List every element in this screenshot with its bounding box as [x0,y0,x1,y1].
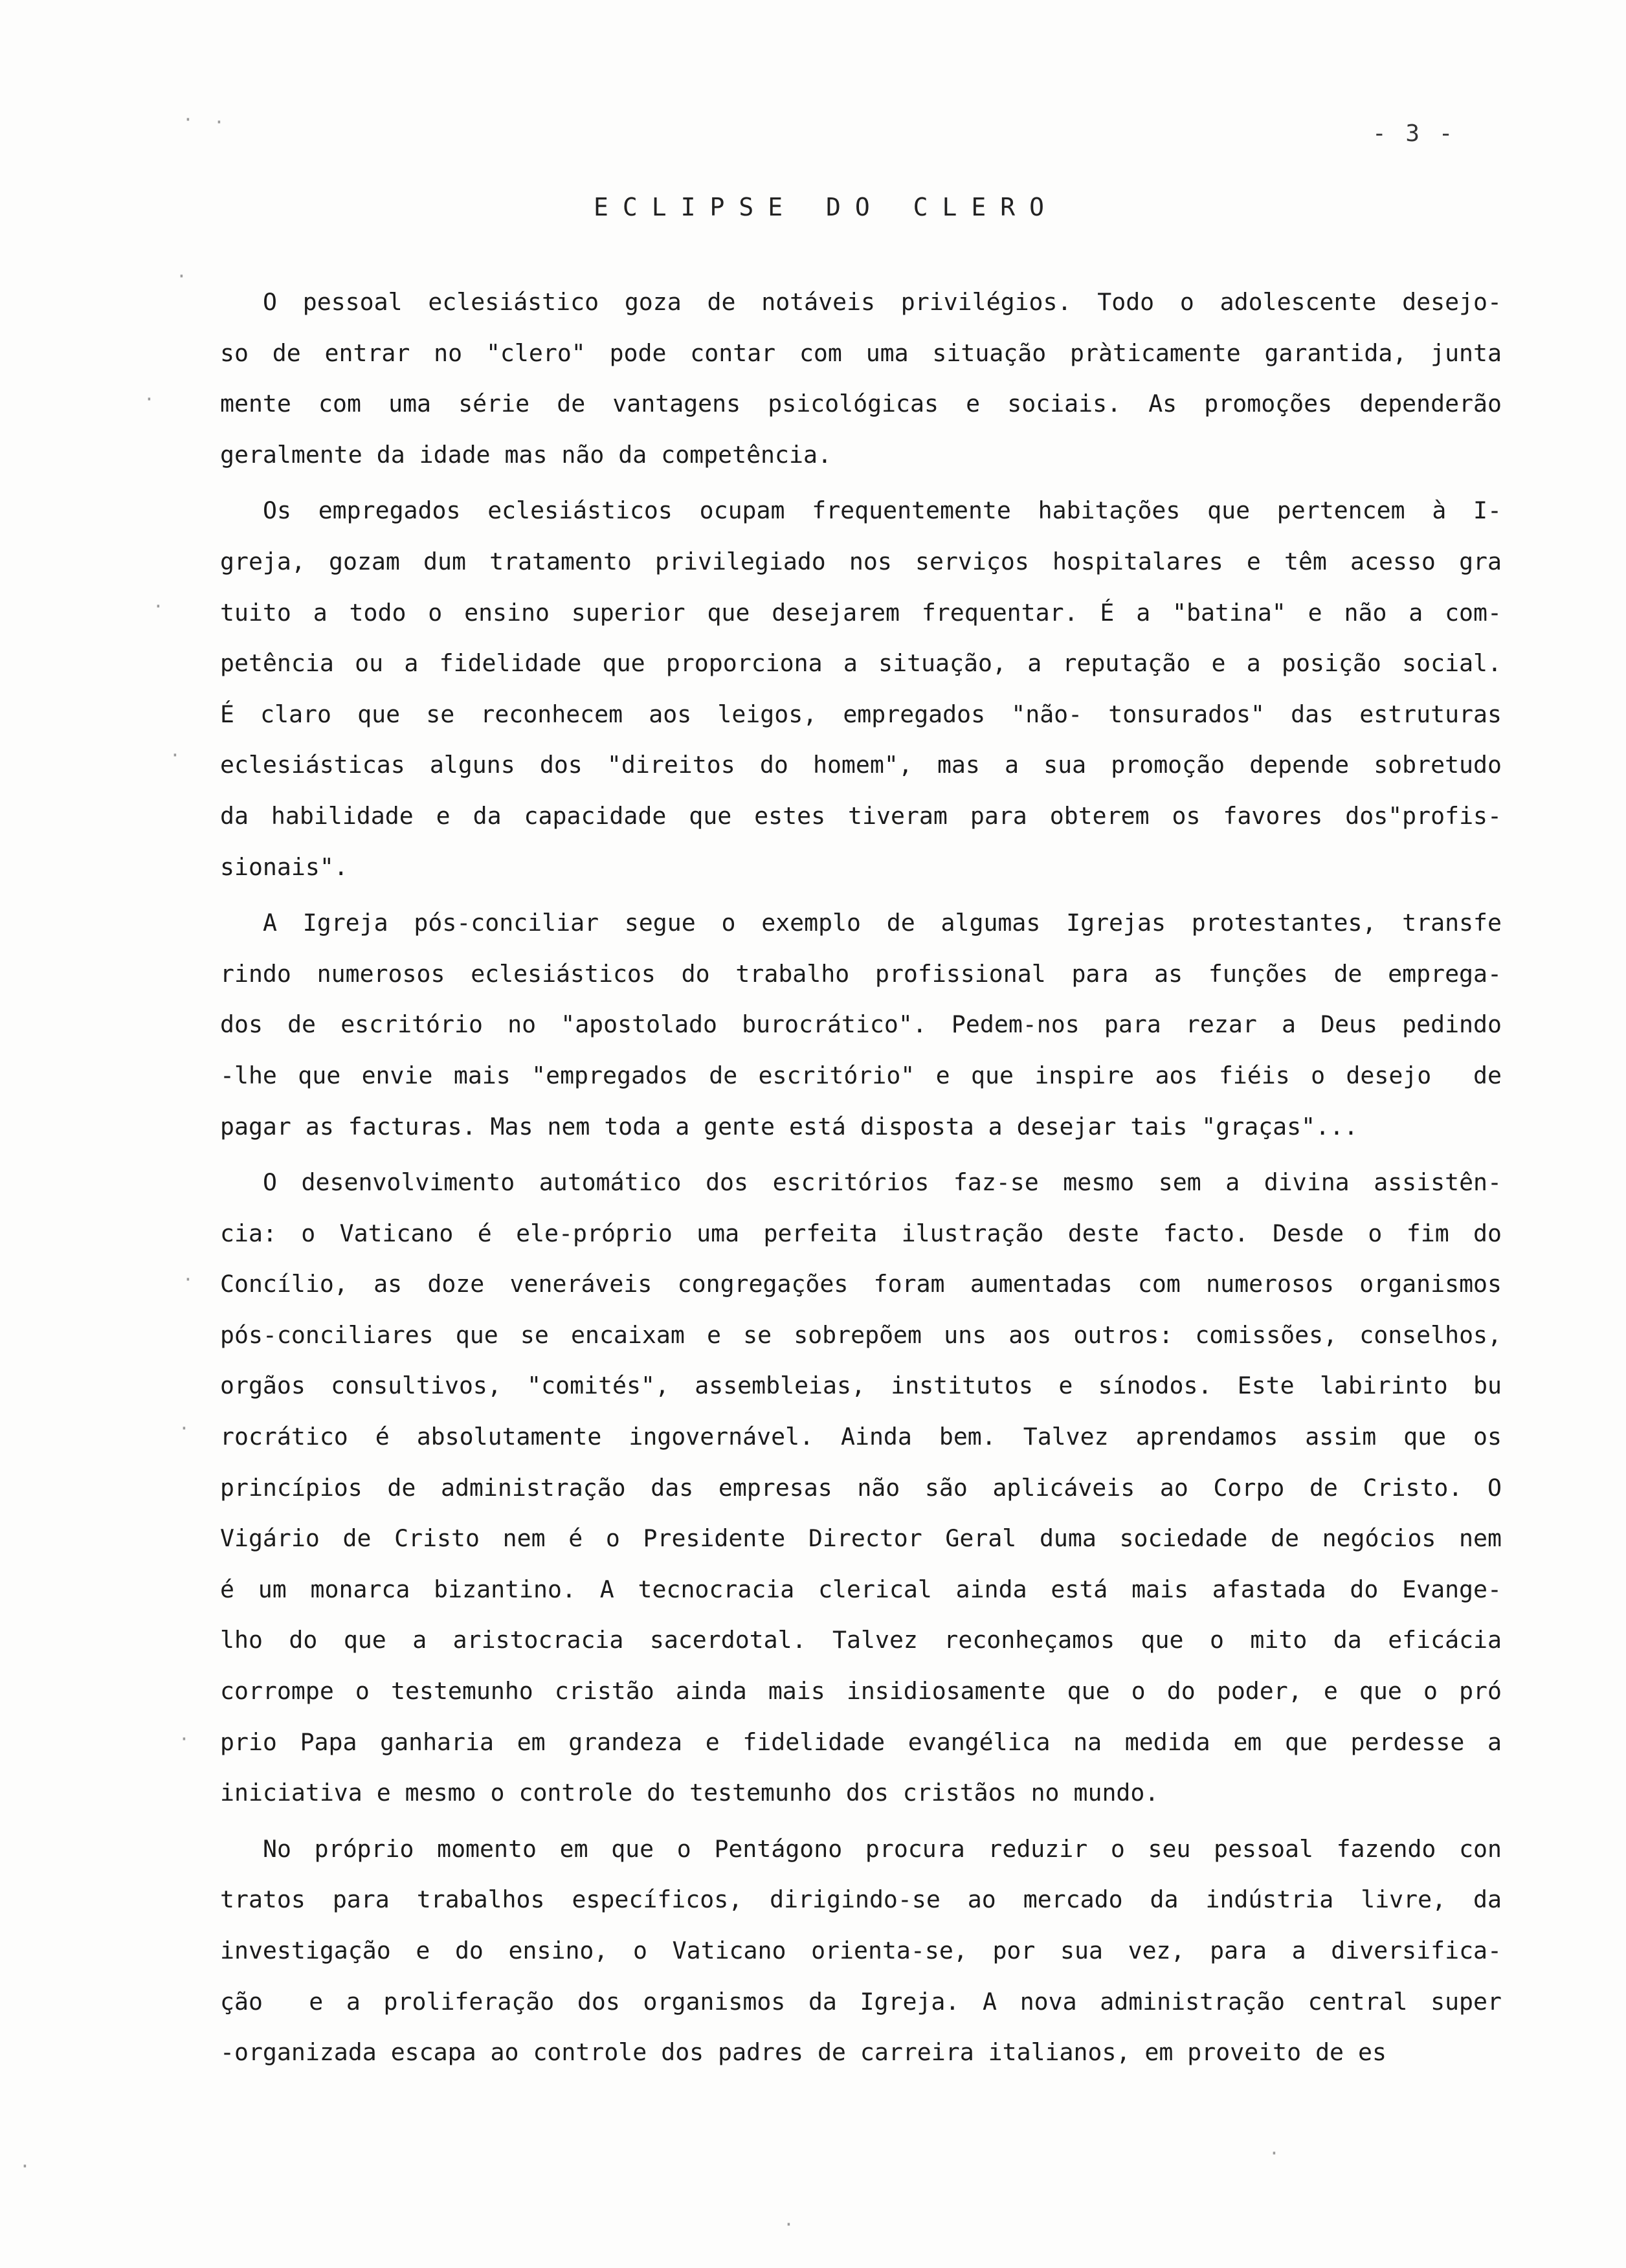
text-line: Concílio, as doze veneráveis congregações foram aumentadas com numerosos organismos [220,1270,1502,1298]
text-line: dos de escritório no "apostolado burocrático". Pedem-nos para rezar a Deus pedindo [220,1010,1502,1039]
scan-speck: · [183,109,194,130]
text-line: O desenvolvimento automático dos escritórios faz-se mesmo sem a divina assistên- [263,1168,1502,1197]
text-line: petência ou a fidelidade que proporciona a situação, a reputação e a posição social. [220,649,1502,678]
scan-speck: · [783,2214,794,2235]
scan-speck: · [179,1728,190,1750]
text-line: tratos para trabalhos específicos, dirigindo-se ao mercado da indústria livre, da [220,1885,1502,1914]
text-line: da habilidade e da capacidade que estes tiveram para obterem os favores dos"profis- [220,801,1502,830]
text-line: é um monarca bizantino. A tecnocracia clerical ainda está mais afastada do Evange- [220,1575,1502,1603]
scan-speck: · [1269,2142,1280,2164]
text-line: pagar as facturas. Mas nem toda a gente está disposta a desejar tais "graças"... [220,1112,1358,1140]
text-line: ção e a proliferação dos organismos da Igreja. A nova administração central super [220,1987,1502,2016]
scan-speck: · [176,265,187,287]
text-line: A Igreja pós-conciliar segue o exemplo de algumas Igrejas protestantes, transfe [263,909,1502,937]
text-line: rindo numerosos eclesiásticos do trabalho profissional para as funções de emprega- [220,959,1502,988]
scan-speck: · [153,595,164,617]
text-line: geralmente da idade mas não da competência. [220,440,832,469]
text-line: prio Papa ganharia em grandeza e fidelidade evangélica na medida em que perdesse a [220,1728,1502,1756]
text-line: corrompe o testemunho cristão ainda mais insidiosamente que o do poder, e que o pró [220,1677,1502,1706]
text-line: orgãos consultivos, "comités", assembleias, institutos e sínodos. Este labirinto bu [220,1372,1502,1400]
text-line: princípios de administração das empresas não são aplicáveis ao Corpo de Cristo. O [220,1473,1502,1502]
text-line: No próprio momento em que o Pentágono procura reduzir o seu pessoal fazendo con [263,1834,1502,1863]
text-line: investigação e do ensino, o Vaticano orienta-se, por sua vez, para a diversifica- [220,1937,1502,1964]
text-line: rocrático é absolutamente ingovernável. Ainda bem. Talvez aprendamos assim que os [220,1423,1502,1451]
text-line: eclesiásticas alguns dos "direitos do homem", mas a sua promoção depende sobretudo [220,751,1502,779]
scan-speck: · [183,1269,194,1290]
scan-speck: · [170,744,181,766]
text-line: sionais". [220,852,348,881]
text-line: O pessoal eclesiástico goza de notáveis privilégios. Todo o adolescente desejo- [263,288,1502,316]
scan-speck: · [144,388,155,410]
text-line: lho do que a aristocracia sacerdotal. Talvez reconheçamos que o mito da eficácia [220,1626,1502,1654]
text-line: mente com uma série de vantagens psicológicas e sociais. As promoções dependerão [220,390,1502,418]
page-title: ECLIPSE DO CLERO [593,193,1059,221]
text-line: pós-conciliares que se encaixam e se sobrepõem uns aos outros: comissões, conselhos, [220,1320,1502,1349]
text-line: Vigário de Cristo nem é o Presidente Director Geral duma sociedade de negócios nem [220,1524,1502,1553]
text-line: so de entrar no "clero" pode contar com uma situação pràticamente garantida, junta [220,339,1502,367]
text-line: -lhe que envie mais "empregados de escritório" e que inspire aos fiéis o desejo de [220,1061,1502,1089]
text-line: Os empregados eclesiásticos ocupam frequentemente habitações que pertencem à I- [263,496,1502,525]
text-line: cia: o Vaticano é ele-próprio uma perfeita ilustração deste facto. Desde o fim do [220,1219,1502,1247]
text-line: greja, gozam dum tratamento privilegiado nos serviços hospitalares e têm acesso gra [220,547,1502,575]
scan-speck: · [179,1418,190,1439]
scan-speck: · [19,2155,30,2177]
text-line: -organizada escapa ao controle dos padres de carreira italianos, em proveito de es [220,2038,1387,2067]
page-number: - 3 - [1372,120,1456,147]
document-body [220,277,1502,2078]
text-line: É claro que se reconhecem aos leigos, empregados "não- tonsurados" das estruturas [220,700,1502,728]
text-line: iniciativa e mesmo o controle do testemunho dos cristãos no mundo. [220,1779,1159,1807]
text-line: tuito a todo o ensino superior que desejarem frequentar. É a "batina" e não a com- [220,598,1502,627]
scan-speck: · [214,111,225,133]
